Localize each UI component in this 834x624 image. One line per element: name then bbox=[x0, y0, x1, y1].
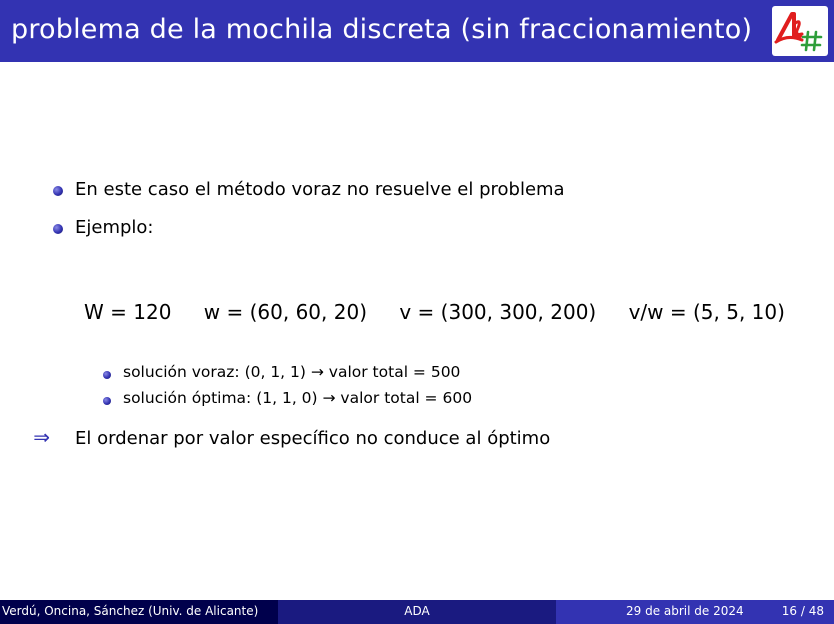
subbullet-icon bbox=[103, 371, 111, 379]
footer-date: 29 de abril de 2024 bbox=[626, 604, 744, 618]
bullet-text: Ejemplo: bbox=[75, 217, 154, 238]
formula-w: w = (60, 60, 20) bbox=[203, 300, 367, 324]
subbullet-icon bbox=[103, 397, 111, 405]
bullet-icon bbox=[53, 224, 63, 234]
bullet-icon bbox=[53, 186, 63, 196]
page-number: 16 / 48 bbox=[781, 604, 824, 618]
footer-date-panel bbox=[556, 600, 834, 624]
footer-authors-panel bbox=[0, 600, 278, 624]
conclusion-text: El ordenar por valor específico no conduce al óptimo bbox=[75, 428, 551, 449]
implies-arrow-icon: ⇒ bbox=[33, 425, 50, 449]
formula-v: v = (300, 300, 200) bbox=[399, 300, 597, 324]
formula-vw: v/w = (5, 5, 10) bbox=[628, 300, 785, 324]
footer-course-panel bbox=[278, 600, 556, 624]
slide-footer bbox=[0, 600, 834, 624]
bullet-text: En este caso el método voraz no resuelve el problema bbox=[75, 179, 565, 200]
formula-W: W = 120 bbox=[84, 300, 172, 324]
example-formula bbox=[84, 300, 785, 324]
subbullet-text: solución voraz: (0, 1, 1) → valor total = 500 bbox=[123, 363, 461, 381]
footer-course: ADA bbox=[404, 604, 430, 618]
subbullet-text: solución óptima: (1, 1, 0) → valor total = 600 bbox=[123, 389, 473, 407]
footer-authors: Verdú, Oncina, Sánchez (Univ. de Alicante) bbox=[2, 604, 259, 618]
slide-title: problema de la mochila discreta (sin fraccionamiento) bbox=[11, 14, 753, 45]
